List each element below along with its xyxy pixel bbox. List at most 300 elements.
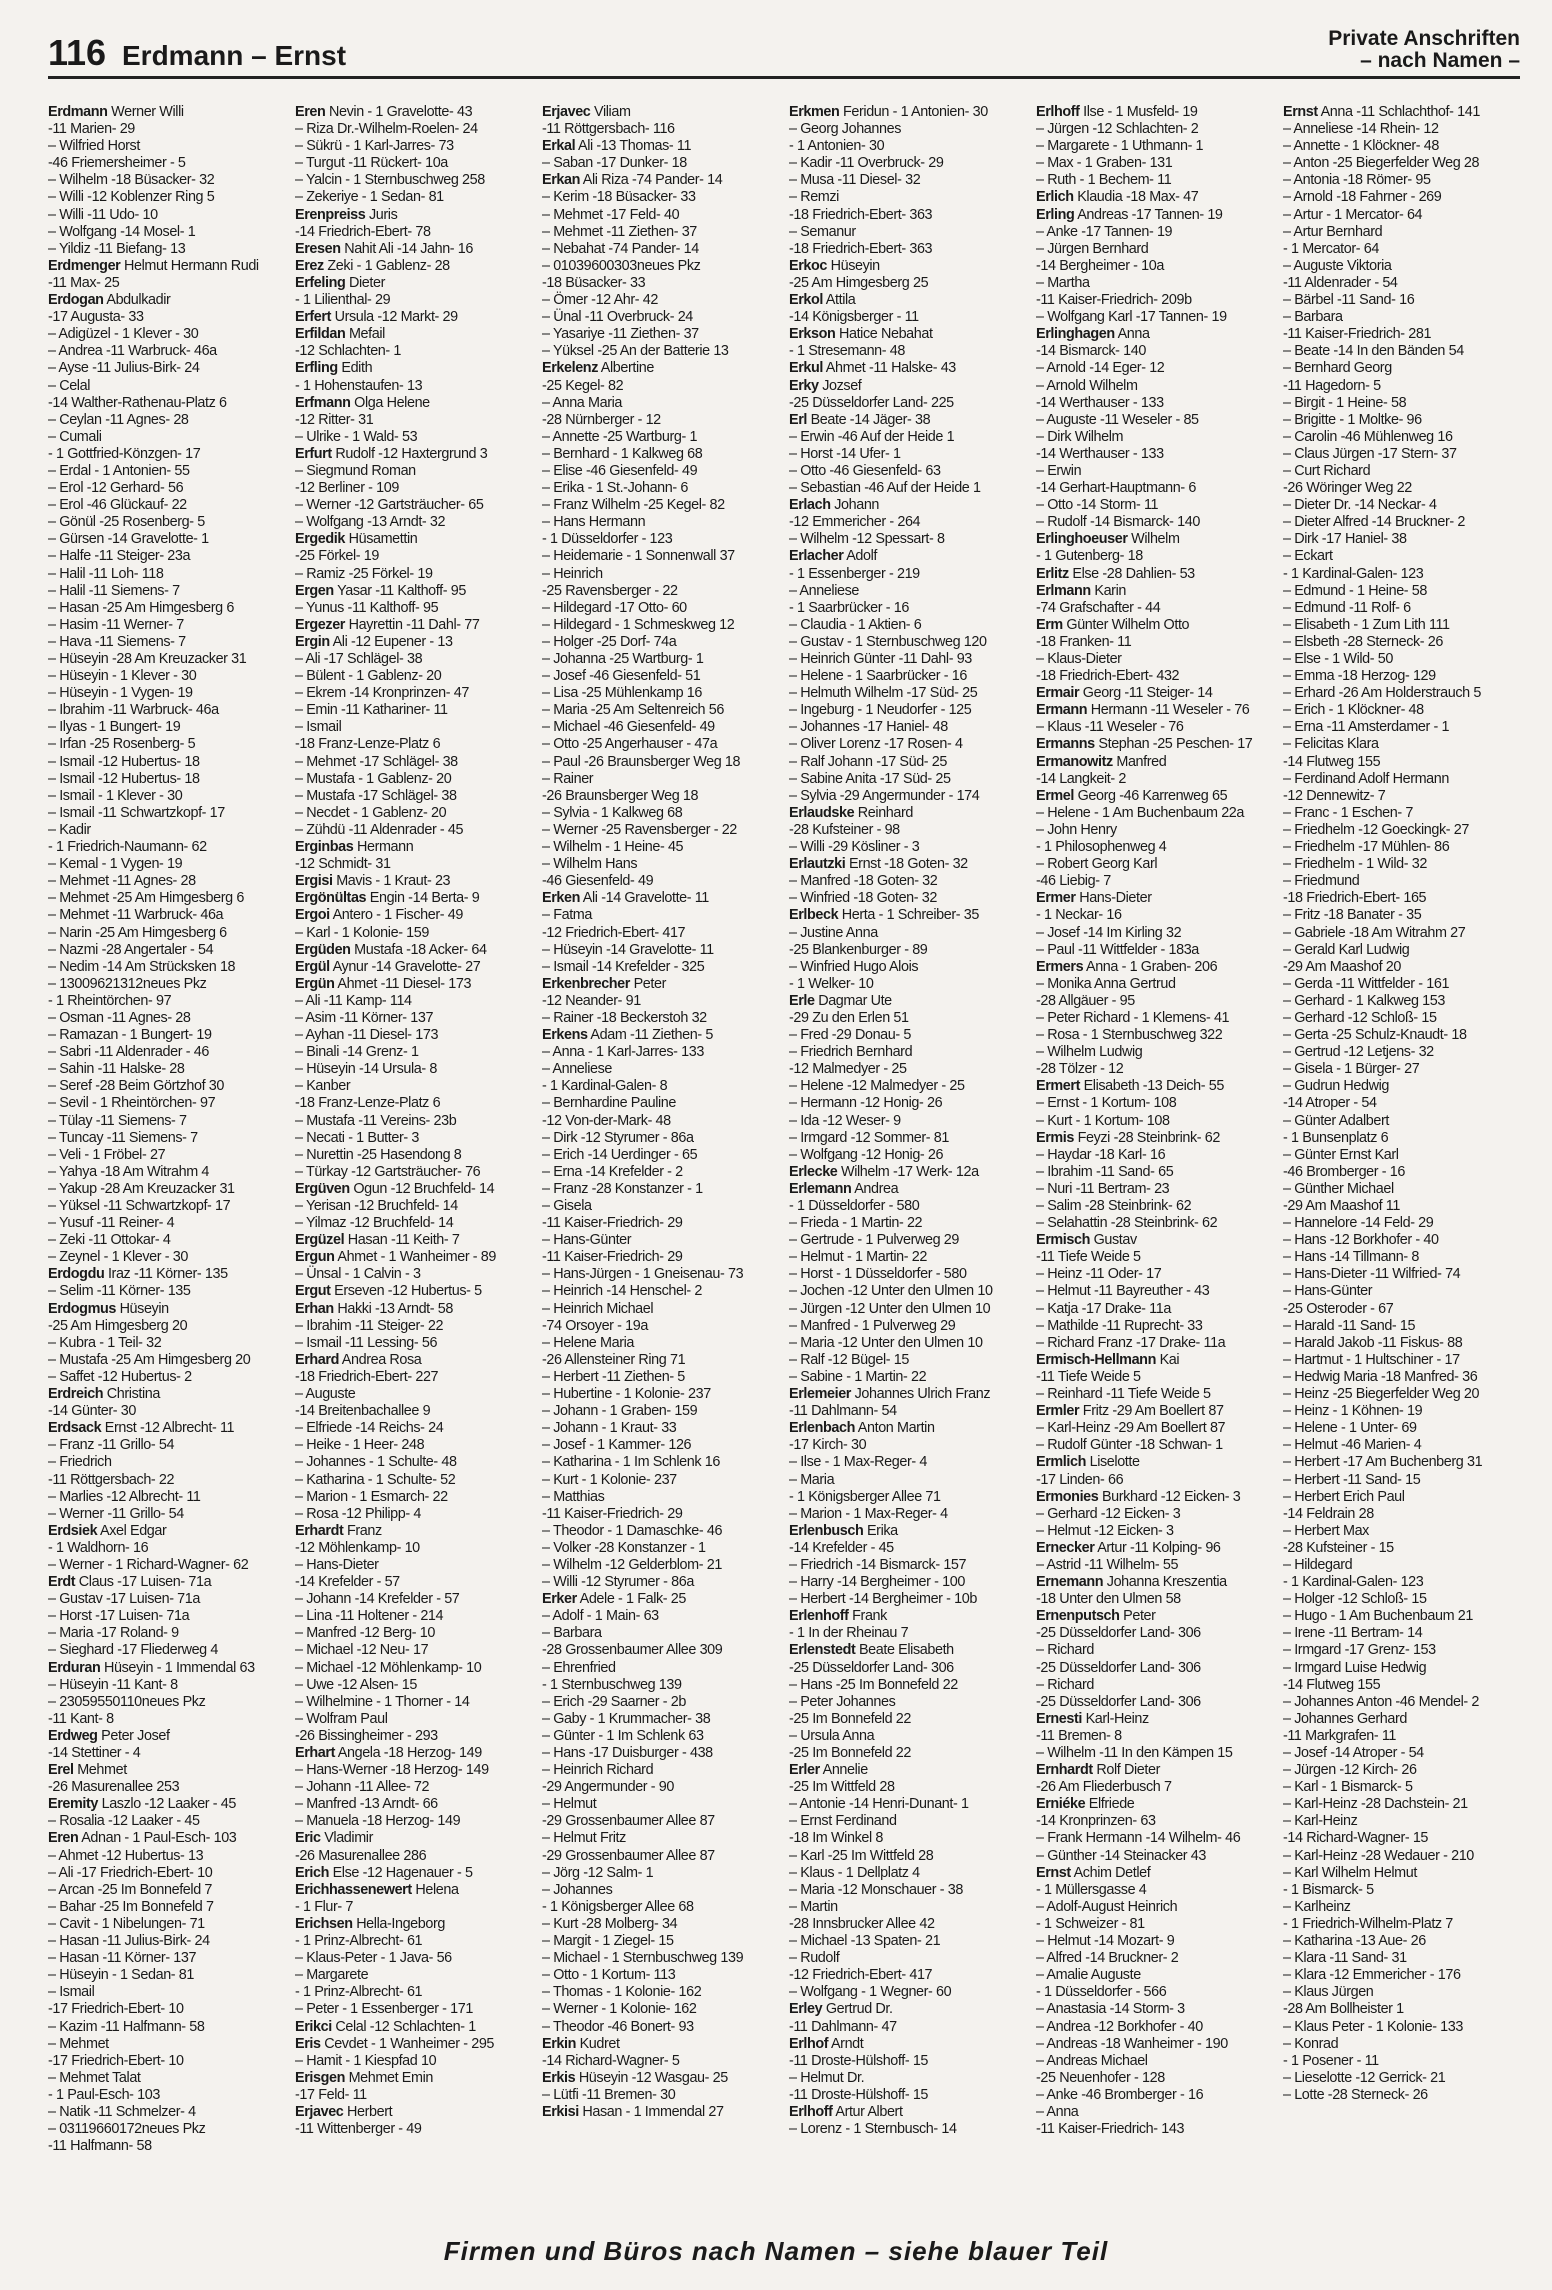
directory-entry: - 1 Neckar- 16 <box>1036 907 1122 924</box>
directory-entry: -11 Kaiser-Friedrich- 209b <box>1036 292 1192 309</box>
directory-entry: Erdogdu Iraz -11 Körner- 135 <box>48 1266 228 1283</box>
directory-entry: – Michael -12 Möhlenkamp- 10 <box>295 1659 482 1676</box>
directory-entry: – Wolfgang -13 Arndt- 32 <box>295 514 446 531</box>
directory-entry: – Justine Anna <box>789 924 878 941</box>
directory-entry: -26 Masurenallee 286 <box>295 1847 427 1864</box>
directory-entry: -18 Friedrich-Ebert- 363 <box>789 240 933 257</box>
directory-entry: Erkal Ali -13 Thomas- 11 <box>542 138 692 155</box>
surname: Erlhoff <box>1036 104 1080 120</box>
directory-entry: Erlach Johann <box>789 497 880 514</box>
directory-entry: -25 Am Himgesberg 25 <box>789 274 929 291</box>
directory-entry: -17 Feld- 11 <box>295 2086 367 2103</box>
directory-entry: – Yerisan -12 Bruchfeld- 14 <box>295 1198 458 1214</box>
directory-entry: – Hubertine - 1 Kolonie- 237 <box>542 1386 711 1403</box>
directory-entry: – Arnold Wilhelm <box>1036 377 1138 394</box>
directory-entry: – Katja -17 Drake- 11a <box>1036 1300 1171 1317</box>
directory-entry: – Anton -25 Biegerfelder Weg 28 <box>1283 155 1480 172</box>
directory-entry: – Rudolf <box>789 1950 840 1967</box>
directory-entry: – Anastasia -14 Storm- 3 <box>1036 2001 1185 2018</box>
directory-entry: – Emin -11 Kathariner- 11 <box>295 702 448 719</box>
directory-entry: – Arnold -18 Fahrner - 269 <box>1283 189 1442 206</box>
surname: Ernesti <box>1036 1710 1082 1727</box>
surname: Ermanns <box>1036 736 1095 753</box>
surname: Erlitz <box>1036 565 1069 582</box>
surname: Ermisch-Hellmann <box>1036 1351 1156 1368</box>
directory-entry: Erhan Hakki -13 Arndt- 58 <box>295 1300 453 1317</box>
directory-entry: Eren Nevin - 1 Gravelotte- 43 <box>295 104 473 120</box>
directory-entry: -25 Düsseldorfer Land- 306 <box>789 1659 954 1676</box>
directory-entry: – Mehmet -25 Am Himgesberg 6 <box>48 890 244 907</box>
directory-entry: – Gerta -25 Schulz-Knaudt- 18 <box>1283 1027 1467 1044</box>
directory-entry: – Helene - 1 Saarbrücker - 16 <box>789 668 967 685</box>
directory-entry: – Heinrich Günter -11 Dahl- 93 <box>789 651 972 667</box>
directory-entry: – Harald -11 Sand- 15 <box>1283 1317 1416 1334</box>
directory-entry: – Werner -11 Grillo- 54 <box>48 1505 184 1522</box>
directory-entry: – Bernhard Georg <box>1283 360 1392 377</box>
surname: Erker <box>542 1591 577 1608</box>
directory-entry: – Kerim -18 Büsacker- 33 <box>542 189 696 206</box>
directory-entry: – Klaus -11 Weseler - 76 <box>1036 719 1184 736</box>
directory-entry: – Herbert -14 Bergheimer - 10b <box>789 1591 977 1608</box>
directory-entry: – Sahin -11 Halske- 28 <box>48 1061 185 1078</box>
surname: Erm <box>1036 616 1063 633</box>
directory-entry: – Bülent - 1 Gablenz- 20 <box>295 668 442 685</box>
directory-entry: Erkson Hatice Nebahat <box>789 326 933 343</box>
directory-entry: – Frank Hermann -14 Wilhelm- 46 <box>1036 1830 1241 1847</box>
directory-entry: – Klaus-Dieter <box>1036 651 1122 667</box>
directory-entry: - 1 Antonien- 30 <box>789 138 885 155</box>
directory-entry: – Werner -12 Gartsträucher- 65 <box>295 497 484 514</box>
directory-entry: -11 Kaiser-Friedrich- 29 <box>542 1249 683 1266</box>
directory-entry: – Hildegard - 1 Schmeskweg 12 <box>542 616 735 633</box>
directory-entry: Ermanns Stephan -25 Peschen- 17 <box>1036 736 1253 753</box>
directory-entry: Eris Cevdet - 1 Wanheimer - 295 <box>295 2035 495 2052</box>
directory-entry: – Manfred -12 Berg- 10 <box>295 1625 435 1642</box>
directory-entry: Erkens Adam -11 Ziethen- 5 <box>542 1027 713 1044</box>
surname: Erdmenger <box>48 257 121 274</box>
directory-entry: – Ernst Ferdinand <box>789 1813 897 1830</box>
surname: Erlaudske <box>789 804 855 821</box>
directory-entry: – Ismail - 1 Klever - 30 <box>48 787 183 804</box>
directory-entry: - 1 Friedrich-Wilhelm-Platz 7 <box>1283 1915 1453 1932</box>
directory-entry: -14 Werthauser - 133 <box>1036 445 1164 462</box>
directory-entry: – Winfried -18 Goten- 32 <box>789 890 937 907</box>
directory-entry: -12 Friedrich-Ebert- 417 <box>542 924 686 941</box>
directory-entry: – Saban -17 Dunker- 18 <box>542 155 687 172</box>
directory-entry: – Lorenz - 1 Sternbusch- 14 <box>789 2121 957 2138</box>
directory-entry: -46 Bromberger - 16 <box>1283 1163 1405 1180</box>
directory-entry: -14 Flutweg 155 <box>1283 753 1381 770</box>
directory-entry: – Erna -11 Amsterdamer - 1 <box>1283 719 1450 736</box>
surname: Ergüden <box>295 941 351 958</box>
directory-entry: – Thomas - 1 Kolonie- 162 <box>542 1984 702 2001</box>
directory-entry: – Hasan -25 Am Himgesberg 6 <box>48 599 234 616</box>
directory-entry: – Ehrenfried <box>542 1659 616 1676</box>
surname: Erfert <box>295 309 331 326</box>
directory-entry: – Marlies -12 Albrecht- 11 <box>48 1488 201 1505</box>
directory-entry: Ermel Georg -46 Karrenweg 65 <box>1036 787 1228 804</box>
directory-entry: -14 Werthauser - 133 <box>1036 394 1164 411</box>
directory-entry: – Wilhelm -12 Gelderblom- 21 <box>542 1556 722 1573</box>
directory-entry: – Helmut - 1 Martin- 22 <box>789 1249 927 1266</box>
directory-entry: – Fritz -18 Banater - 35 <box>1283 907 1422 924</box>
surname: Erlenbusch <box>789 1522 864 1539</box>
directory-entry: – Türkay -12 Gartsträucher- 76 <box>295 1163 481 1180</box>
directory-entry: – Ünal -11 Overbruck- 24 <box>542 309 693 326</box>
surname: Ermel <box>1036 787 1074 804</box>
surname: Ernenputsch <box>1036 1608 1120 1625</box>
surname: Erkisi <box>542 2103 579 2120</box>
surname: Erfling <box>295 360 338 377</box>
directory-entry: – Marion - 1 Max-Reger- 4 <box>789 1505 948 1522</box>
directory-entry: - 1 Sternbuschweg 139 <box>542 1676 682 1693</box>
directory-entry: Ernecker Artur -11 Kolping- 96 <box>1036 1539 1221 1556</box>
directory-entry: – Gertrud -12 Letjens- 32 <box>1283 1044 1434 1061</box>
directory-entry: – Hasan -11 Körner- 137 <box>48 1950 197 1967</box>
directory-entry: Erlenhoff Frank <box>789 1608 887 1625</box>
directory-entry: – Fatma <box>542 907 592 924</box>
directory-entry: – Semanur <box>789 223 856 240</box>
surname: Erler <box>789 1762 820 1779</box>
directory-entry: – Sevil - 1 Rheintörchen- 97 <box>48 1095 216 1112</box>
directory-entry: – Margarete - 1 Uthmann- 1 <box>1036 138 1204 155</box>
directory-entry: - 1 Posener - 11 <box>1283 2052 1379 2069</box>
surname: Erlich <box>1036 189 1074 206</box>
surname: Erhan <box>295 1300 334 1317</box>
directory-entry: Erdreich Christina <box>48 1386 160 1403</box>
directory-entry: – Ernst - 1 Kortum- 108 <box>1036 1095 1177 1112</box>
directory-entry: -26 Am Fliederbusch 7 <box>1036 1779 1172 1796</box>
directory-entry: -11 Tiefe Weide 5 <box>1036 1249 1141 1266</box>
directory-entry: – Helmut -11 Bayreuther - 43 <box>1036 1283 1210 1300</box>
directory-entry: – Musa -11 Diesel- 32 <box>789 172 921 189</box>
directory-entry: Erlitz Else -28 Dahlien- 53 <box>1036 565 1195 582</box>
directory-entry: – Hildegard -17 Otto- 60 <box>542 599 687 616</box>
directory-entry: Erhart Angela -18 Herzog- 149 <box>295 1745 482 1761</box>
directory-entry: – Andreas Michael <box>1036 2052 1148 2069</box>
directory-entry: – Artur - 1 Mercator- 64 <box>1283 206 1423 223</box>
directory-entry: -28 Allgäuer - 95 <box>1036 992 1135 1009</box>
directory-entry: – Heike - 1 Heer- 248 <box>295 1437 425 1454</box>
directory-entry: Erginbas Hermann <box>295 839 414 856</box>
directory-entry: – Yusuf -11 Reiner- 4 <box>48 1215 175 1232</box>
directory-entry: Ergezer Hayrettin -11 Dahl- 77 <box>295 616 480 633</box>
directory-entry: Ermair Georg -11 Steiger- 14 <box>1036 685 1213 702</box>
directory-entry: – Ismail -14 Krefelder - 325 <box>542 958 705 975</box>
directory-entry: – Hermann -12 Honig- 26 <box>789 1095 943 1112</box>
directory-entry: – Mehmet -11 Agnes- 28 <box>48 873 196 890</box>
surname: Eremity <box>48 1796 98 1813</box>
directory-entry: – Ünsal - 1 Calvin - 3 <box>295 1266 421 1283</box>
directory-entry: -25 Düsseldorfer Land- 306 <box>1036 1693 1201 1710</box>
directory-entry: – Erhard -26 Am Holderstrauch 5 <box>1283 685 1481 702</box>
directory-entry: -28 Nürnberger - 12 <box>542 411 661 428</box>
directory-entry: – Gabriele -18 Am Witrahm 27 <box>1283 924 1466 941</box>
directory-entry: – Saffet -12 Hubertus- 2 <box>48 1368 192 1385</box>
directory-entry: Ermonies Burkhard -12 Eicken- 3 <box>1036 1488 1241 1505</box>
surname: Ernst <box>1036 1864 1071 1881</box>
directory-entry: – Klaus Peter - 1 Kolonie- 133 <box>1283 2018 1463 2035</box>
directory-entry: – Karl-Heinz -28 Wedauer - 210 <box>1283 1847 1474 1864</box>
directory-entry: - 1 Königsberger Allee 71 <box>789 1488 941 1505</box>
surname: Erlinghagen <box>1036 326 1115 343</box>
directory-entry: Ermanowitz Manfred <box>1036 753 1167 770</box>
directory-entry: – Helmut -12 Eicken- 3 <box>1036 1522 1174 1539</box>
directory-entry: – Willi -29 Kösliner - 3 <box>789 839 920 856</box>
surname: Ergedik <box>295 531 345 548</box>
directory-entry: – Erol -46 Glückauf- 22 <box>48 497 187 514</box>
directory-entry: – Yildiz -11 Biefang- 13 <box>48 240 186 257</box>
directory-entry: – Klaus-Peter - 1 Java- 56 <box>295 1950 452 1967</box>
directory-entry: – Barbara <box>542 1625 602 1642</box>
directory-entry: – Hüseyin -14 Ursula- 8 <box>295 1061 437 1078</box>
directory-entry: -26 Bissingheimer - 293 <box>295 1727 438 1744</box>
section-title <box>1328 28 1520 72</box>
directory-entry: - 1 Gottfried-Könzgen- 17 <box>48 445 201 462</box>
directory-entry: – Adolf-August Heinrich <box>1036 1898 1178 1915</box>
surname: Erkis <box>542 2069 576 2086</box>
directory-entry: – Ali -17 Friedrich-Ebert- 10 <box>48 1864 213 1881</box>
directory-column-2 <box>295 104 542 2234</box>
surname: Erhardt <box>295 1522 344 1539</box>
directory-entry: – Harald Jakob -11 Fiskus- 88 <box>1283 1334 1463 1351</box>
surname: Ermler <box>1036 1403 1080 1420</box>
directory-entry: – Bernhard - 1 Kalkweg 68 <box>542 445 703 462</box>
directory-entry: -26 Braunsberger Weg 18 <box>542 787 699 804</box>
surname: Erfurt <box>295 445 332 462</box>
directory-entry: - 1 Philosophenweg 4 <box>1036 839 1167 856</box>
directory-entry: – Ralf Johann -17 Süd- 25 <box>789 753 948 770</box>
directory-entry: -14 Friedrich-Ebert- 78 <box>295 223 431 240</box>
directory-entry: – Natik -11 Schmelzer- 4 <box>48 2103 196 2120</box>
directory-entry: - 1 Essenberger - 219 <box>789 565 920 582</box>
directory-entry: – Sieghard -17 Fliederweg 4 <box>48 1642 218 1659</box>
surname: Erfildan <box>295 326 346 343</box>
directory-entry: – 13009621312neues Pkz <box>48 975 207 992</box>
directory-entry: – Mustafa -17 Schlägel- 38 <box>295 787 457 804</box>
directory-entry: – Gerhard - 1 Kalkweg 153 <box>1283 992 1445 1009</box>
directory-entry: – Wilhelm -18 Büsacker- 32 <box>48 172 215 189</box>
directory-entry: – Kanber <box>295 1078 351 1095</box>
directory-entry: – Hasim -11 Werner- 7 <box>48 616 184 633</box>
directory-entry: -28 Kufsteiner - 98 <box>789 821 900 838</box>
directory-entry: – Klara -11 Sand- 31 <box>1283 1950 1407 1967</box>
directory-entry: – Halil -11 Siemens- 7 <box>48 582 180 599</box>
directory-entry: -12 Berliner - 109 <box>295 480 399 497</box>
surname: Erlacher <box>789 548 844 565</box>
directory-entry: – Helmut -14 Mozart- 9 <box>1036 1933 1175 1950</box>
surname: Erdreich <box>48 1386 104 1403</box>
directory-entry: -74 Orsoyer - 19a <box>542 1317 648 1334</box>
surname: Erdogdu <box>48 1266 105 1283</box>
directory-entry: – Otto -14 Storm- 11 <box>1036 497 1159 514</box>
directory-entry: -46 Giesenfeld- 49 <box>542 873 654 890</box>
directory-entry: – Jürgen -12 Schlachten- 2 <box>1036 121 1199 138</box>
surname: Erken <box>542 890 580 907</box>
directory-entry: – Matthias <box>542 1488 605 1505</box>
directory-entry: – Ismail <box>295 719 342 736</box>
directory-entry: -12 Malmedyer - 25 <box>789 1061 907 1078</box>
directory-entry: Erlenbach Anton Martin <box>789 1420 935 1437</box>
surname: Eris <box>295 2035 321 2052</box>
directory-entry: -11 Marien- 29 <box>48 121 135 138</box>
directory-entry: – Ismail -11 Schwartzkopf- 17 <box>48 804 225 821</box>
directory-entry: – Auguste -11 Weseler - 85 <box>1036 411 1199 428</box>
surname: Erez <box>295 257 324 274</box>
directory-entry: Ermisch Gustav <box>1036 1232 1137 1249</box>
directory-entry: Ergönültas Engin -14 Berta- 9 <box>295 890 480 907</box>
directory-entry: Erling Andreas -17 Tannen- 19 <box>1036 206 1223 223</box>
directory-entry: Ermer Hans-Dieter <box>1036 890 1152 907</box>
directory-entry: – 01039600303neues Pkz <box>542 257 701 274</box>
directory-entry: -11 Röttgersbach- 22 <box>48 1471 175 1488</box>
directory-entry: – Adolf - 1 Main- 63 <box>542 1608 659 1625</box>
directory-entry: – Gerald Karl Ludwig <box>1283 941 1410 958</box>
directory-entry: – Franz -11 Grillo- 54 <box>48 1437 175 1454</box>
directory-entry: - 1 Königsberger Allee 68 <box>542 1898 694 1915</box>
directory-entry: Erikci Celal -12 Schlachten- 1 <box>295 2018 476 2035</box>
directory-entry: – Gaby - 1 Krummacher- 38 <box>542 1710 711 1727</box>
surname: Ermer <box>1036 890 1076 907</box>
directory-entry: – Erich -14 Uerdinger - 65 <box>542 1146 698 1163</box>
directory-entry: – Kurt - 1 Kolonie- 237 <box>542 1471 677 1488</box>
directory-entry: – Gustav - 1 Sternbuschweg 120 <box>789 633 987 650</box>
directory-entry: Ernemann Johanna Kreszentia <box>1036 1574 1227 1591</box>
directory-entry: Ernst Anna -11 Schlachthof- 141 <box>1283 104 1480 120</box>
surname: Erlinghoeuser <box>1036 531 1128 548</box>
directory-column-3 <box>542 104 789 2234</box>
surname: Erkoc <box>789 257 827 274</box>
directory-entry: – Kurt - 1 Kortum- 108 <box>1036 1112 1170 1129</box>
directory-entry: -18 Franken- 11 <box>1036 633 1132 650</box>
directory-entry: – Ilse - 1 Max-Reger- 4 <box>789 1454 927 1471</box>
directory-entry: – Karl-Heinz -29 Am Boellert 87 <box>1036 1420 1226 1437</box>
surname: Ergun <box>295 1249 335 1266</box>
surname: Ernemann <box>1036 1574 1104 1591</box>
directory-entry: – Arnold -14 Eger- 12 <box>1036 360 1165 377</box>
directory-entry: – Ismail -12 Hubertus- 18 <box>48 753 200 770</box>
directory-entry: – Nedim -14 Am Strücksken 18 <box>48 958 236 975</box>
directory-entry: – Eckart <box>1283 548 1333 565</box>
directory-entry: – Irmgard Luise Hedwig <box>1283 1659 1427 1676</box>
surname: Erduran <box>48 1659 101 1676</box>
directory-entry: Erez Zeki - 1 Gablenz- 28 <box>295 257 450 274</box>
directory-entry: – Selahattin -28 Steinbrink- 62 <box>1036 1215 1218 1232</box>
directory-entry: Erlich Klaudia -18 Max- 47 <box>1036 189 1199 206</box>
directory-entry: – Herbert Max <box>1283 1522 1369 1539</box>
directory-entry: – Mustafa -11 Vereins- 23b <box>295 1112 457 1129</box>
directory-entry: – Otto -46 Giesenfeld- 63 <box>789 462 941 479</box>
surname: Erle <box>789 992 815 1009</box>
surname: Erenpreiss <box>295 206 366 223</box>
directory-entry: – Gudrun Hedwig <box>1283 1078 1389 1095</box>
surname: Eren <box>295 104 326 120</box>
directory-entry: -18 Im Winkel 8 <box>789 1830 883 1847</box>
directory-entry: -17 Linden- 66 <box>1036 1471 1124 1488</box>
directory-entry: Erlecke Wilhelm -17 Werk- 12a <box>789 1163 979 1180</box>
directory-entry: Erichhassenewert Helena <box>295 1881 459 1898</box>
directory-entry: – Alfred -14 Bruckner- 2 <box>1036 1950 1179 1967</box>
directory-entry: – Georg Johannes <box>789 121 902 138</box>
directory-entry: – Heinz -11 Oder- 17 <box>1036 1266 1162 1283</box>
directory-entry: -18 Friedrich-Ebert- 363 <box>789 206 933 223</box>
directory-entry: – Auguste Viktoria <box>1283 257 1392 274</box>
directory-entry: – Siegmund Roman <box>295 462 416 479</box>
directory-entry: Erhard Andrea Rosa <box>295 1351 422 1368</box>
directory-entry: Erlemeier Johannes Ulrich Franz <box>789 1386 991 1403</box>
directory-entry: Ernenputsch Peter <box>1036 1608 1156 1625</box>
directory-entry: Erkin Kudret <box>542 2035 620 2052</box>
directory-entry: -28 Kufsteiner - 15 <box>1283 1539 1394 1556</box>
directory-entry: – Elfriede -14 Reichs- 24 <box>295 1420 444 1437</box>
directory-entry: – Yasariye -11 Ziethen- 37 <box>542 326 699 343</box>
directory-entry: – Hans-Günter <box>542 1232 632 1249</box>
directory-entry: – Karl-Heinz -28 Dachstein- 21 <box>1283 1796 1468 1813</box>
directory-entry: - 1 Gutenberg- 18 <box>1036 548 1143 565</box>
directory-entry: -18 Büsacker- 33 <box>542 274 646 291</box>
directory-entry: – Erna -14 Krefelder - 2 <box>542 1163 683 1180</box>
directory-entry: – Erwin -46 Auf der Heide 1 <box>789 428 955 445</box>
directory-entry: -18 Franz-Lenze-Platz 6 <box>295 736 441 753</box>
surname: Ermonies <box>1036 1488 1099 1505</box>
directory-entry: – Johannes <box>542 1881 613 1898</box>
surname: Erdmann <box>48 104 108 120</box>
directory-entry: – Claus Jürgen -17 Stern- 37 <box>1283 445 1457 462</box>
directory-entry: Ergoi Antero - 1 Fischer- 49 <box>295 907 463 924</box>
directory-entry: Erlaudske Reinhard <box>789 804 914 821</box>
directory-entry: – Yüksel -25 An der Batterie 13 <box>542 343 729 360</box>
directory-entry: -18 Friedrich-Ebert- 432 <box>1036 668 1180 685</box>
directory-entry: – Zekeriye - 1 Sedan- 81 <box>295 189 444 206</box>
directory-entry: – Erdal - 1 Antonien- 55 <box>48 462 190 479</box>
directory-entry: – Mehmet Talat <box>48 2069 141 2086</box>
directory-entry: -11 Tiefe Weide 5 <box>1036 1368 1141 1385</box>
surname: Erkson <box>789 326 836 343</box>
directory-entry: – Edmund - 1 Heine- 58 <box>1283 582 1427 599</box>
directory-entry: - 1 Müllersgasse 4 <box>1036 1881 1147 1898</box>
directory-entry: – Yüksel -11 Schwartzkopf- 17 <box>48 1198 231 1214</box>
directory-entry: -29 Zu den Erlen 51 <box>789 1009 909 1026</box>
directory-entry: -14 Breitenbachallee 9 <box>295 1403 431 1420</box>
directory-entry: Ergüzel Hasan -11 Keith- 7 <box>295 1232 460 1249</box>
directory-entry: -29 Am Maashof 11 <box>1283 1198 1400 1214</box>
directory-entry: – Michael -13 Spaten- 21 <box>789 1933 941 1950</box>
directory-entry: – Mathilde -11 Ruprecht- 33 <box>1036 1317 1203 1334</box>
directory-entry: – Ida -12 Weser- 9 <box>789 1112 901 1129</box>
directory-entry: – Werner - 1 Richard-Wagner- 62 <box>48 1556 249 1573</box>
directory-entry: -14 Flutweg 155 <box>1283 1676 1381 1693</box>
surname: Ermlich <box>1036 1454 1086 1471</box>
directory-entry: Ernhardt Rolf Dieter <box>1036 1762 1160 1779</box>
directory-entry: – Gönül -25 Rosenberg- 5 <box>48 514 205 531</box>
directory-columns <box>48 104 1536 2234</box>
directory-entry: Erky Jozsef <box>789 377 862 394</box>
directory-entry: Erkoc Hüseyin <box>789 257 880 274</box>
directory-entry: – Jürgen -12 Unter den Ulmen 10 <box>789 1300 991 1317</box>
directory-entry: - 1 Düsseldorfer - 123 <box>542 531 673 548</box>
surname: Erkin <box>542 2035 576 2052</box>
surname: Erichsen <box>295 1915 353 1932</box>
directory-entry: – Lina -11 Holtener - 214 <box>295 1608 444 1625</box>
directory-entry: Erhardt Franz <box>295 1522 382 1539</box>
directory-entry: – Helmut Dr. <box>789 2069 865 2086</box>
directory-entry: -11 Bremen- 8 <box>1036 1727 1122 1744</box>
surname: Ermisch <box>1036 1232 1090 1249</box>
directory-entry: – Konrad <box>1283 2035 1339 2052</box>
directory-entry: – Sükrü - 1 Karl-Jarres- 73 <box>295 138 454 155</box>
directory-entry: – Johann - 1 Kraut- 33 <box>542 1420 677 1437</box>
directory-entry: – Josef -14 Atroper - 54 <box>1283 1745 1424 1761</box>
